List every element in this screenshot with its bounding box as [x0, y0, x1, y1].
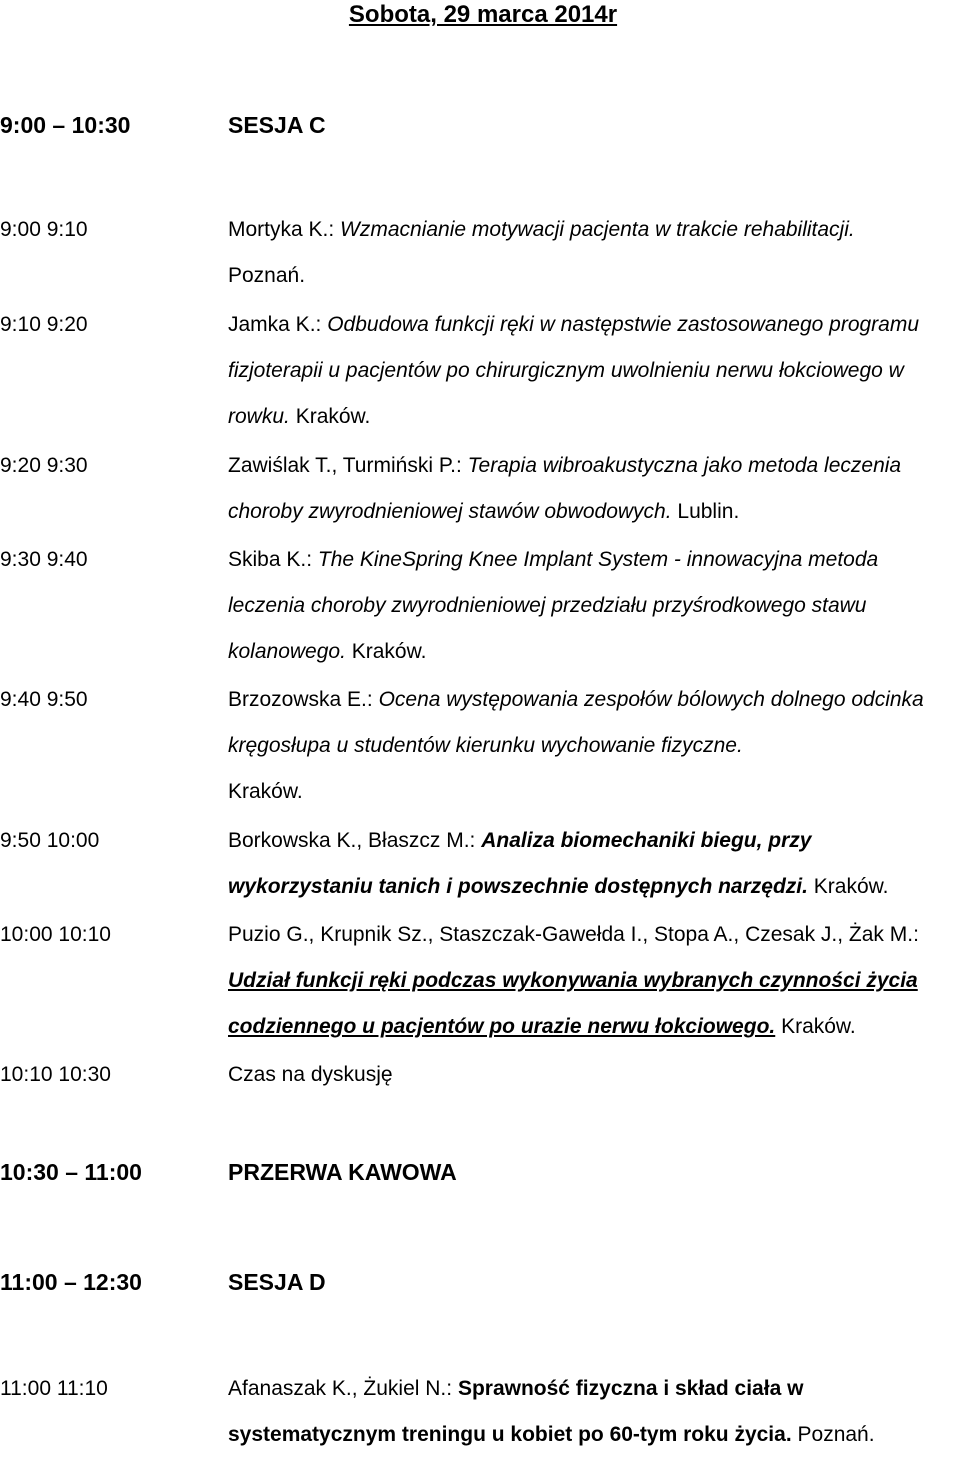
- program-item: [0, 537, 960, 675]
- program-item: [0, 207, 960, 299]
- item-authors: Zawiślak T., Turmiński P.:: [228, 454, 468, 477]
- session-d-time: 11:00 – 12:30: [0, 1269, 142, 1295]
- item-authors: Jamka K.:: [228, 313, 328, 336]
- item-content: [228, 912, 960, 1050]
- page-title: Sobota, 29 marca 2014r: [348, 1, 618, 28]
- item-text: Czas na dyskusję: [228, 1063, 393, 1086]
- item-authors: Skiba K.:: [228, 548, 318, 571]
- item-content: [228, 677, 960, 815]
- item-city: Kraków.: [228, 780, 303, 803]
- item-topic: Wzmacnianie motywacji pacjenta w trakcie rehabilitacji.: [340, 218, 855, 241]
- program-item: [0, 1366, 960, 1458]
- item-topic: Analiza biomechaniki biegu, przy wykorzystaniu tanich i powszechnie dostępnych narzędzi.: [228, 829, 812, 898]
- item-time: 9:00 9:10: [0, 218, 88, 241]
- item-time: 10:10 10:30: [0, 1063, 111, 1086]
- item-time: 9:10 9:20: [0, 313, 88, 336]
- item-city: Lublin.: [671, 500, 740, 523]
- item-city: Kraków.: [289, 405, 371, 428]
- item-authors: Puzio G., Krupnik Sz., Staszczak-Gawełda I., Stopa A., Czesak J., Żak M.:: [228, 923, 919, 946]
- item-content: [228, 1052, 960, 1098]
- item-time: 10:00 10:10: [0, 923, 111, 946]
- break-time: 10:30 – 11:00: [0, 1159, 142, 1185]
- program-item: [0, 443, 960, 535]
- session-c-time: 9:00 – 10:30: [0, 112, 131, 138]
- program-item: [0, 818, 960, 910]
- item-city: Kraków.: [807, 875, 889, 898]
- item-time: 9:30 9:40: [0, 548, 88, 571]
- item-time: 9:40 9:50: [0, 688, 88, 711]
- item-content: [228, 1366, 960, 1458]
- item-city: Poznań.: [228, 264, 306, 287]
- item-city: Poznań.: [791, 1423, 875, 1446]
- item-content: [228, 818, 960, 910]
- session-d-label: SESJA D: [228, 1269, 326, 1295]
- item-content: [228, 537, 960, 675]
- item-content: [228, 207, 960, 299]
- item-city: Kraków.: [775, 1015, 856, 1038]
- item-topic: Odbudowa funkcji ręki w następstwie zastosowanego programu fizjoterapii u pacjentów po chirurgicznym uwolnieniu nerwu łokciowego w rowku.: [228, 313, 920, 428]
- program-item: [0, 677, 960, 815]
- item-topic: Udział funkcji ręki podczas wykonywania wybranych czynności życia codziennego u pacjentów po urazie nerwu łokciowego.: [228, 969, 918, 1038]
- item-authors: Borkowska K., Błaszcz M.:: [228, 829, 482, 852]
- program-item: [0, 1052, 960, 1098]
- program-item: [0, 302, 960, 440]
- item-time: 9:50 10:00: [0, 829, 100, 852]
- item-authors: Brzozowska E.:: [228, 688, 379, 711]
- break-label: PRZERWA KAWOWA: [228, 1159, 457, 1185]
- item-content: [228, 302, 960, 440]
- item-city: Kraków.: [345, 640, 427, 663]
- item-authors: Mortyka K.:: [228, 218, 341, 241]
- item-topic: Sprawność fizyczna i skład ciała w systematycznym treningu u kobiet po 60-tym roku życia.: [228, 1377, 804, 1446]
- item-authors: Afanaszak K., Żukiel N.:: [228, 1377, 458, 1400]
- session-c-label: SESJA C: [228, 112, 326, 138]
- item-topic: The KineSpring Knee Implant System - innowacyjna metoda leczenia choroby zwyrodnieniowej przedziału przyśrodkowego stawu kolanowego.: [228, 548, 879, 663]
- item-time: 11:00 11:10: [0, 1377, 108, 1400]
- item-content: [228, 443, 960, 535]
- item-topic: Terapia wibroakustyczna jako metoda leczenia choroby zwyrodnieniowej stawów obwodowych.: [228, 454, 902, 523]
- item-time: 9:20 9:30: [0, 454, 88, 477]
- item-topic: Ocena występowania zespołów bólowych dolnego odcinka kręgosłupa u studentów kierunku wychowanie fizyczne.: [228, 688, 924, 757]
- program-item: [0, 912, 960, 1050]
